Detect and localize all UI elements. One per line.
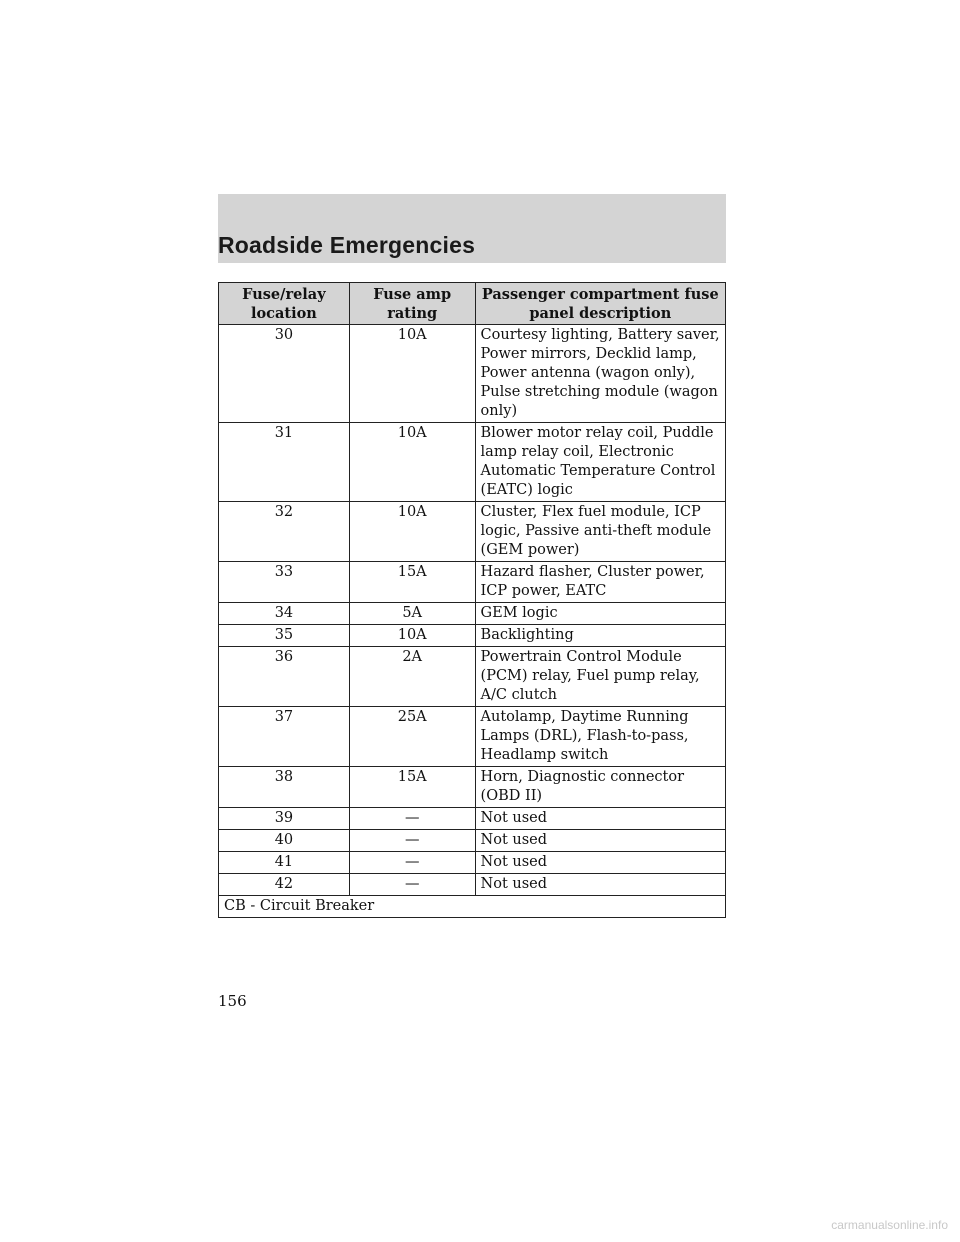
table-header-row <box>219 283 726 325</box>
fuse-location-cell: 34 <box>219 603 350 625</box>
fuse-location-cell: 35 <box>219 625 350 647</box>
fuse-location-cell: 38 <box>219 767 350 808</box>
table-row <box>219 625 726 647</box>
fuse-location-cell: 33 <box>219 562 350 603</box>
fuse-rating-cell: 10A <box>349 625 475 647</box>
fuse-location-cell: 30 <box>219 325 350 423</box>
fuse-table <box>218 282 726 918</box>
fuse-description-cell: Horn, Diagnostic connector (OBD II) <box>475 767 725 808</box>
table-row <box>219 603 726 625</box>
fuse-location-cell: 37 <box>219 707 350 767</box>
fuse-description-cell: Autolamp, Daytime Running Lamps (DRL), Flash-to-pass, Headlamp switch <box>475 707 725 767</box>
table-row <box>219 325 726 423</box>
fuse-description-cell: Cluster, Flex fuel module, ICP logic, Passive anti-theft module (GEM power) <box>475 502 725 562</box>
table-row <box>219 830 726 852</box>
fuse-location-cell: 40 <box>219 830 350 852</box>
fuse-rating-cell: 15A <box>349 767 475 808</box>
table-row <box>219 874 726 896</box>
fuse-description-cell: Not used <box>475 852 725 874</box>
fuse-rating-cell: — <box>349 852 475 874</box>
fuse-rating-cell: 2A <box>349 647 475 707</box>
fuse-description-cell: Blower motor relay coil, Puddle lamp relay coil, Electronic Automatic Temperature Control (EATC) logic <box>475 423 725 502</box>
fuse-location-cell: 39 <box>219 808 350 830</box>
table-row <box>219 647 726 707</box>
page-number: 156 <box>218 992 247 1010</box>
fuse-rating-cell: — <box>349 830 475 852</box>
fuse-location-cell: 42 <box>219 874 350 896</box>
fuse-rating-cell: — <box>349 874 475 896</box>
section-title: Roadside Emergencies <box>218 232 476 258</box>
fuse-description-cell: GEM logic <box>475 603 725 625</box>
fuse-description-cell: Powertrain Control Module (PCM) relay, Fuel pump relay, A/C clutch <box>475 647 725 707</box>
fuse-description-cell: Courtesy lighting, Battery saver, Power mirrors, Decklid lamp, Power antenna (wagon only), Pulse stretching module (wagon only) <box>475 325 725 423</box>
fuse-rating-cell: 10A <box>349 423 475 502</box>
fuse-rating-cell: 15A <box>349 562 475 603</box>
watermark: carmanualsonline.info <box>831 1218 948 1232</box>
fuse-location-cell: 31 <box>219 423 350 502</box>
fuse-rating-cell: 10A <box>349 325 475 423</box>
table-row <box>219 562 726 603</box>
fuse-rating-cell: 5A <box>349 603 475 625</box>
fuse-description-cell: Not used <box>475 808 725 830</box>
header-description: Passenger compartment fuse panel description <box>475 283 725 325</box>
fuse-description-cell: Hazard flasher, Cluster power, ICP power, EATC <box>475 562 725 603</box>
footnote-row <box>219 896 726 918</box>
fuse-location-cell: 41 <box>219 852 350 874</box>
table-body <box>219 325 726 896</box>
table-row <box>219 707 726 767</box>
table-row <box>219 808 726 830</box>
fuse-location-cell: 36 <box>219 647 350 707</box>
table-row <box>219 423 726 502</box>
header-fuse-rating: Fuse amp rating <box>349 283 475 325</box>
footnote: CB - Circuit Breaker <box>219 896 726 918</box>
table-row <box>219 767 726 808</box>
fuse-rating-cell: — <box>349 808 475 830</box>
fuse-description-cell: Not used <box>475 830 725 852</box>
table-row <box>219 502 726 562</box>
fuse-description-cell: Backlighting <box>475 625 725 647</box>
fuse-rating-cell: 25A <box>349 707 475 767</box>
fuse-location-cell: 32 <box>219 502 350 562</box>
fuse-description-cell: Not used <box>475 874 725 896</box>
table-row <box>219 852 726 874</box>
header-fuse-location: Fuse/relay location <box>219 283 350 325</box>
fuse-rating-cell: 10A <box>349 502 475 562</box>
